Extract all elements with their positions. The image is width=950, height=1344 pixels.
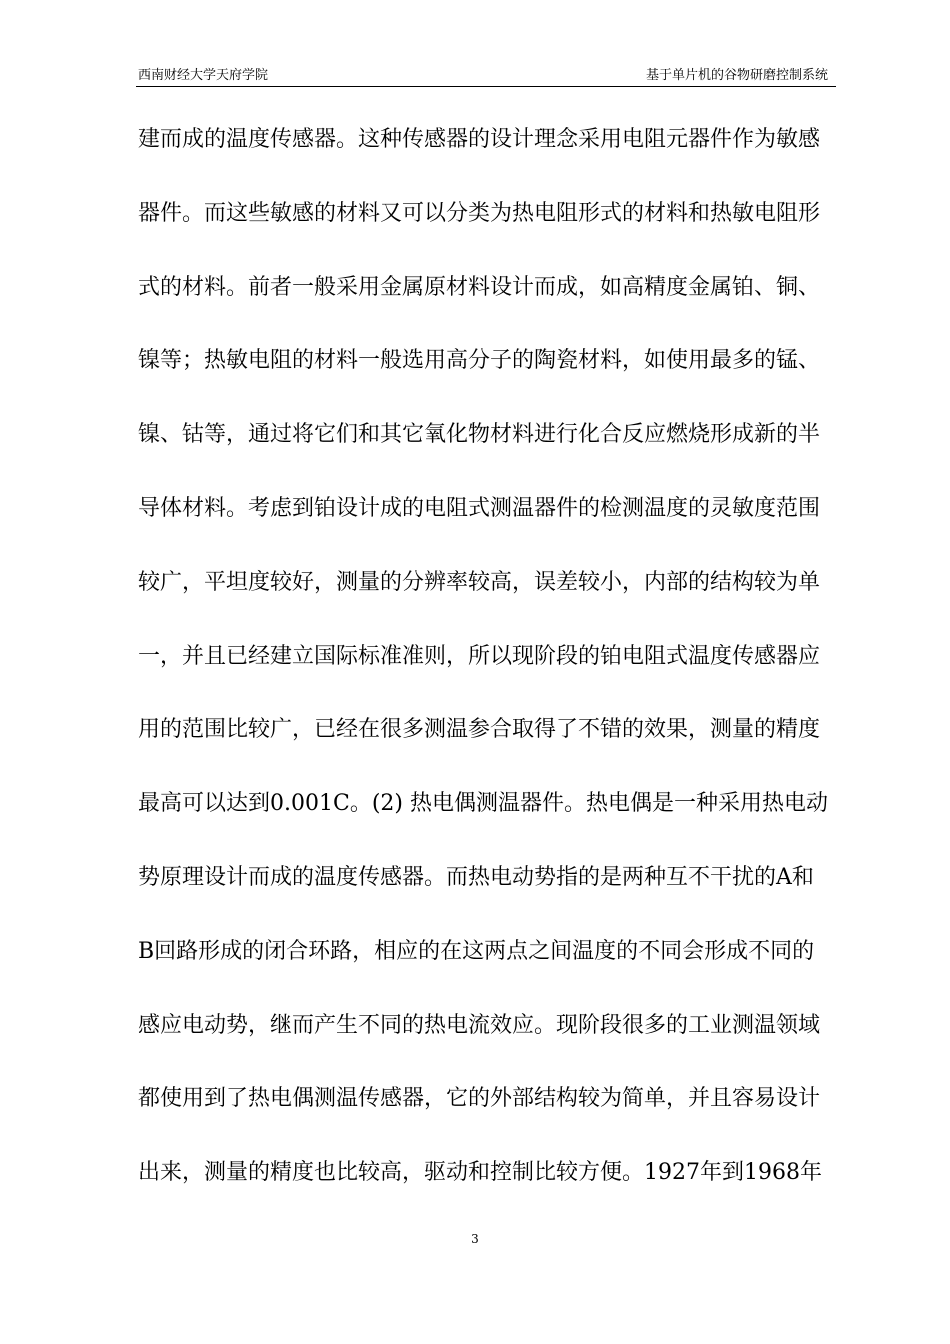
text-line: 建而成的温度传感器。这种传感器的设计理念采用电阻元器件作为敏感 bbox=[138, 127, 821, 152]
text-line: 式的材料。前者一般采用金属原材料设计而成，如高精度金属铂、铜、 bbox=[138, 274, 821, 300]
text-line: 镍、钴等，通过将它们和其它氧化物材料进行化合反应燃烧形成新的半 bbox=[138, 422, 821, 448]
text-line: 较广，平坦度较好，测量的分辨率较高，误差较小，内部的结构较为单 bbox=[138, 569, 821, 595]
body-paragraph bbox=[138, 118, 838, 1225]
text-line: 镍等；热敏电阻的材料一般选用高分子的陶瓷材料，如使用最多的锰、 bbox=[138, 348, 821, 374]
text-line: 最高可以达到0.001C。(2) 热电偶测温器件。热电偶是一种采用热电动 bbox=[138, 791, 828, 817]
text-line: 器件。而这些敏感的材料又可以分类为热电阻形式的材料和热敏电阻形 bbox=[138, 200, 821, 226]
header-document-title: 基于单片机的谷物研磨控制系统 bbox=[645, 68, 828, 83]
header-institution: 西南财经大学天府学院 bbox=[138, 68, 269, 83]
text-line: 用的范围比较广，已经在很多测温参合取得了不错的效果，测量的精度 bbox=[138, 717, 821, 743]
text-line: B回路形成的闭合环路，相应的在这两点之间温度的不同会形成不同的 bbox=[138, 938, 815, 964]
text-line: 势原理设计而成的温度传感器。而热电动势指的是两种互不干扰的A和 bbox=[138, 864, 814, 890]
text-line: 都使用到了热电偶测温传感器，它的外部结构较为简单，并且容易设计 bbox=[138, 1086, 821, 1112]
text-line: 导体材料。考虑到铂设计成的电阻式测温器件的检测温度的灵敏度范围 bbox=[138, 495, 821, 521]
text-line: 出来，测量的精度也比较高，驱动和控制比较方便。1927年到1968年 bbox=[138, 1160, 822, 1186]
text-line: 一，并且已经建立国际标准准则，所以现阶段的铂电阻式温度传感器应 bbox=[138, 643, 821, 669]
page-number: 3 bbox=[471, 1232, 479, 1246]
text-line: 感应电动势，继而产生不同的热电流效应。现阶段很多的工业测温领域 bbox=[138, 1012, 821, 1038]
page-header bbox=[136, 64, 836, 87]
